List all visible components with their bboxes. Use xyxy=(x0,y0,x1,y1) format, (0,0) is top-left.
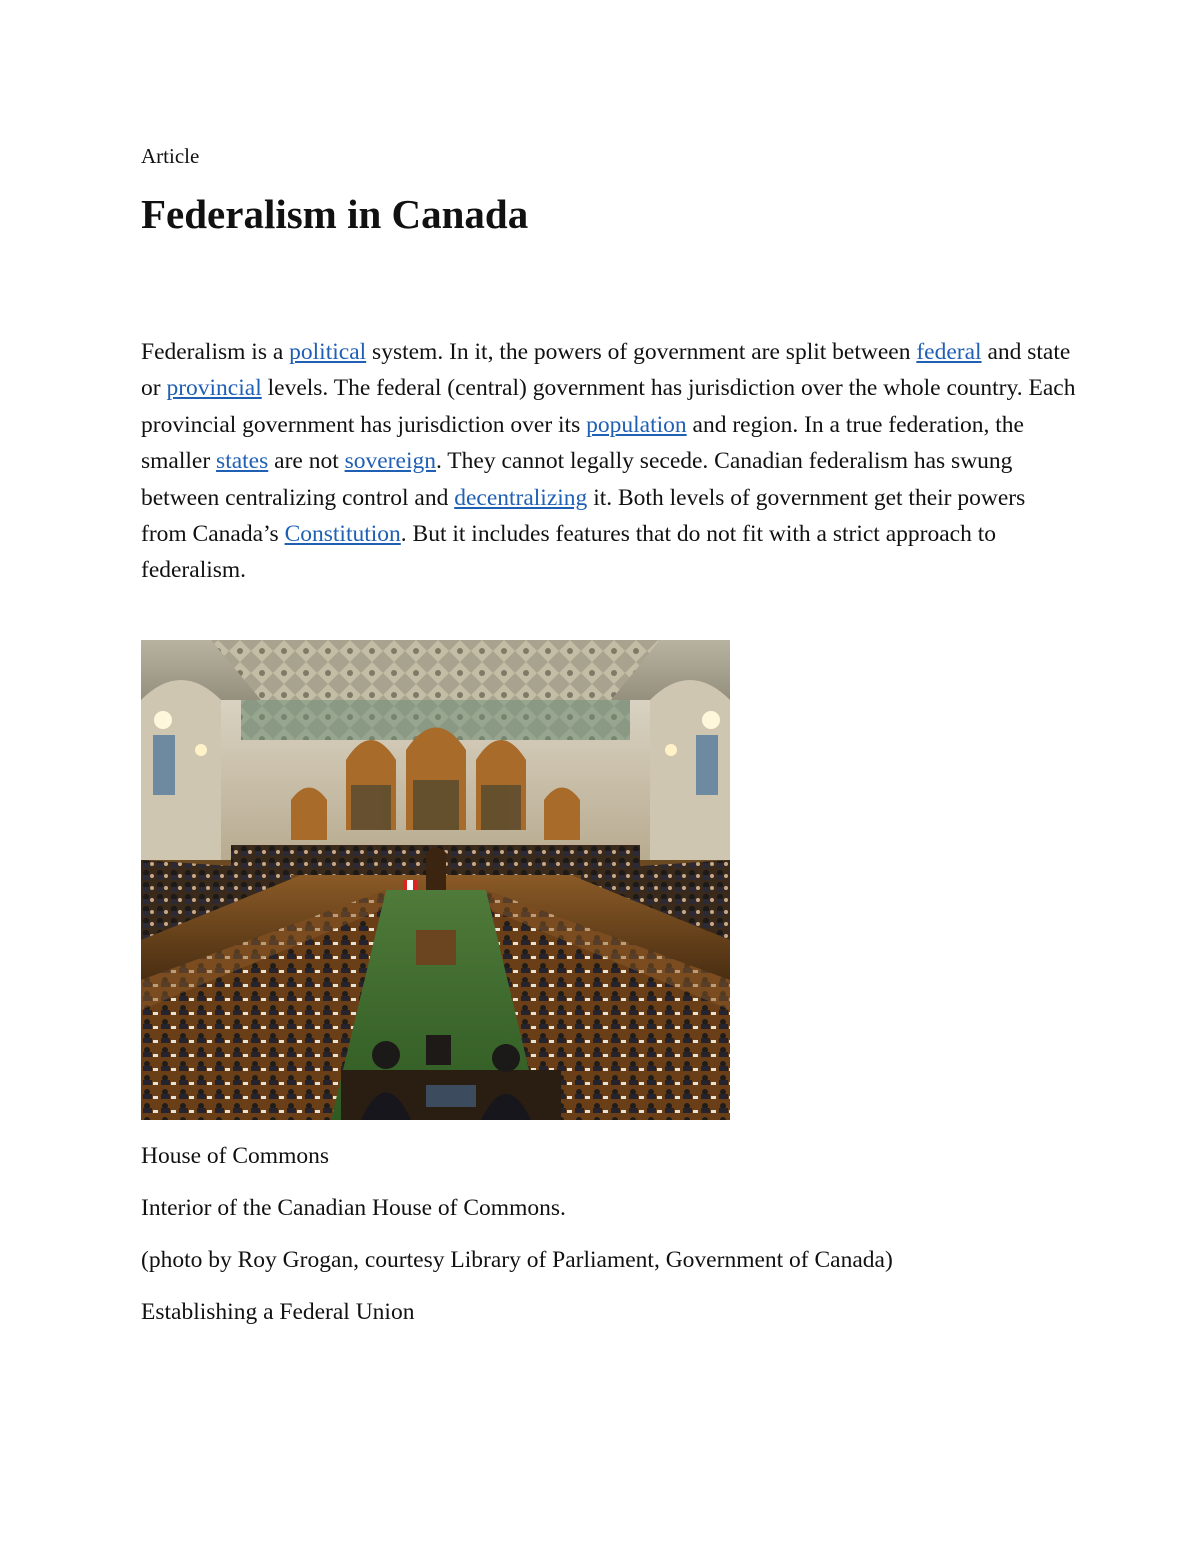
link-political[interactable]: political xyxy=(289,339,367,365)
paragraph-text: Federalism is a xyxy=(141,339,290,365)
link-states[interactable]: states xyxy=(216,448,269,475)
link-provincial[interactable]: provincial xyxy=(166,375,262,402)
paragraph-text: . But it includes features that do not fit with a strict approach to federalism. xyxy=(141,521,996,584)
paragraph-text: and state or xyxy=(141,339,1071,402)
link-sovereign[interactable]: sovereign xyxy=(344,448,436,475)
link-federal[interactable]: federal xyxy=(916,339,982,365)
figure-caption-title: House of Commons xyxy=(141,1143,329,1169)
paragraph-text: it. Both levels of government get their powers from Canada’s xyxy=(141,484,1026,548)
intro-paragraph xyxy=(141,334,1076,589)
house-of-commons-photo xyxy=(141,640,730,1120)
section-heading: Establishing a Federal Union xyxy=(141,1299,415,1325)
page-title: Federalism in Canada xyxy=(141,191,529,237)
link-constitution[interactable]: Constitution xyxy=(284,521,401,548)
article-label: Article xyxy=(141,144,200,168)
paragraph-text: . They cannot legally secede. Canadian federalism has swung between centralizing control and xyxy=(141,448,1013,511)
paragraph-text: system. In it, the powers of government are split between xyxy=(366,339,917,365)
link-population[interactable]: population xyxy=(586,411,687,438)
figure-caption-text: Interior of the Canadian House of Commons. xyxy=(141,1195,566,1221)
figure-credit: (photo by Roy Grogan, courtesy Library of Parliament, Government of Canada) xyxy=(141,1247,893,1273)
paragraph-text: are not xyxy=(268,448,345,475)
paragraph-text: and region. In a true federation, the smaller xyxy=(141,411,1024,475)
link-decentralizing[interactable]: decentralizing xyxy=(454,484,588,511)
paragraph-text: levels. The federal (central) government has jurisdiction over the whole country. Each provincial government has jurisdiction over its xyxy=(141,375,1076,438)
